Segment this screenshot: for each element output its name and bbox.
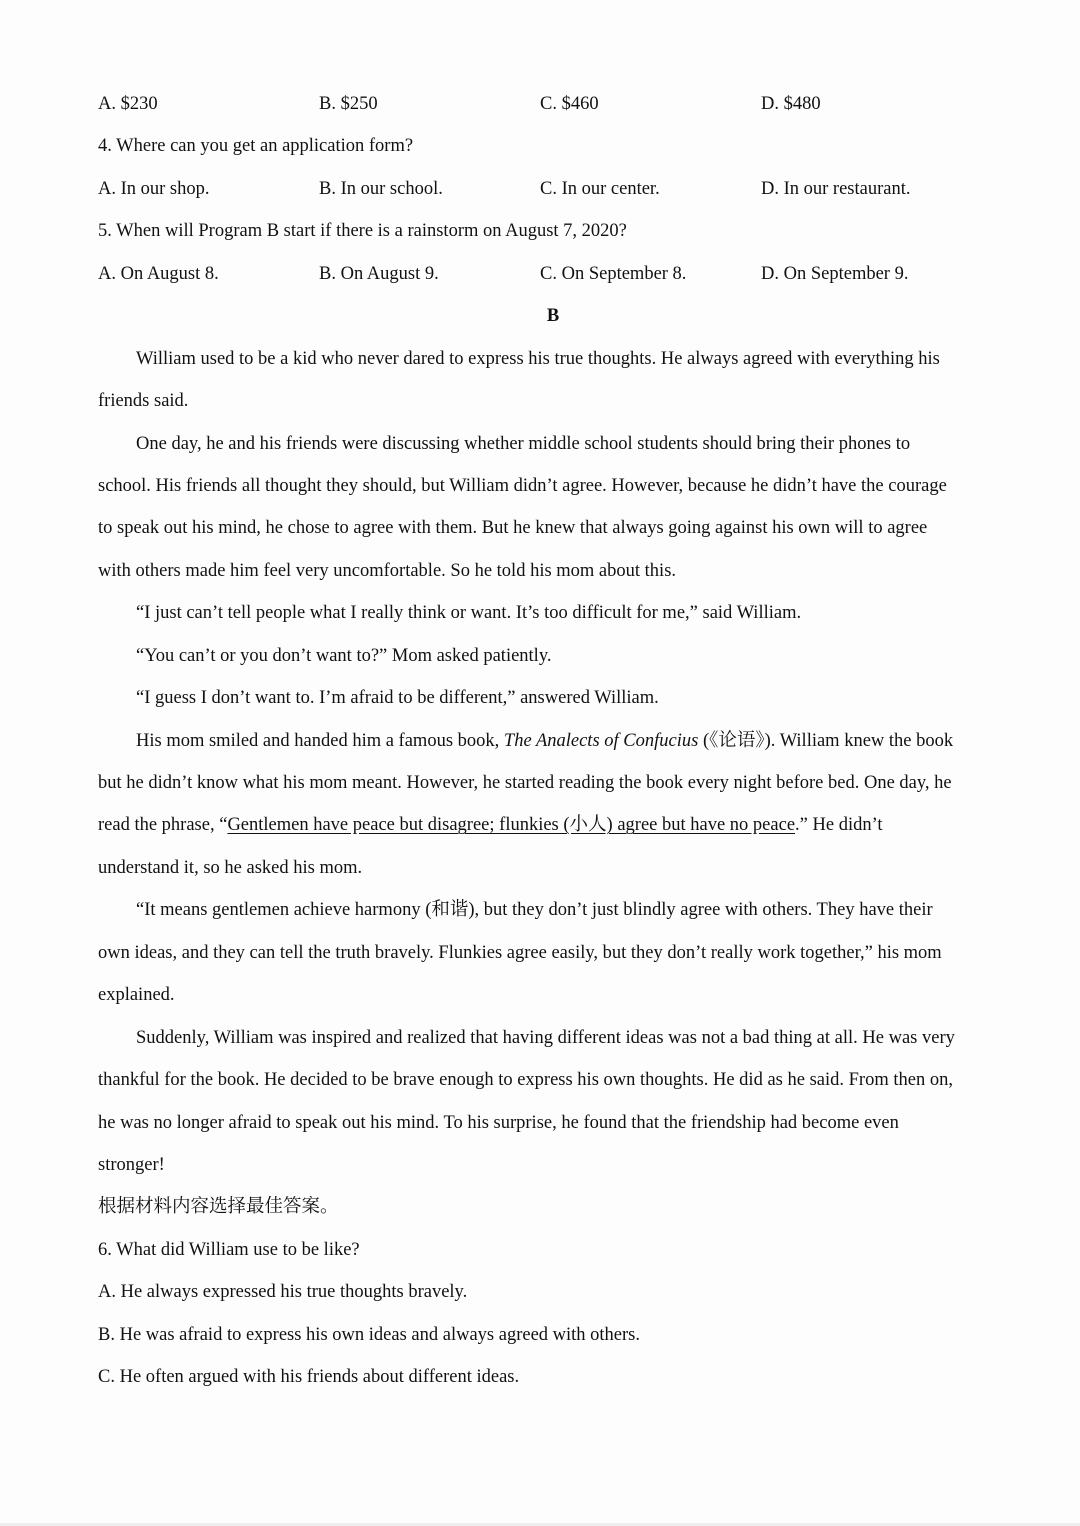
q5-option-c: C. On September 8. xyxy=(540,263,687,284)
q3-option-a: A. $230 xyxy=(98,94,158,114)
passage-line-phrase xyxy=(98,811,988,853)
q5-question: 5. When will Program B start if there is a rainstorm on August 7, 2020? xyxy=(98,221,627,242)
passage-line: school. His friends all thought they should, but William didn’t agree. However, because he didn’t have the courage xyxy=(98,475,947,496)
q6-option-a: A. He always expressed his true thoughts bravely. xyxy=(98,1282,468,1303)
phrase-before: read the phrase, “ xyxy=(98,815,228,836)
q4-options xyxy=(98,175,988,217)
q3-options xyxy=(98,90,988,132)
passage-line: friends said. xyxy=(98,391,189,412)
analects-after: (《论语》). William knew the book xyxy=(698,730,954,751)
q6-option-c: C. He often argued with his friends about different ideas. xyxy=(98,1367,520,1388)
instruction: 根据材料内容选择最佳答案。 xyxy=(98,1197,339,1218)
passage-line: thankful for the book. He decided to be brave enough to express his own thoughts. He did as he said. From then on, xyxy=(98,1070,953,1091)
q4-option-b: B. In our school. xyxy=(319,178,443,199)
q5-option-a: A. On August 8. xyxy=(98,263,219,284)
q4-option-c: C. In our center. xyxy=(540,178,660,199)
q5-option-b: B. On August 9. xyxy=(319,263,439,284)
section-b-title: B xyxy=(546,306,560,327)
passage-line: One day, he and his friends were discussing whether middle school students should bring their phones to xyxy=(136,433,911,454)
q4-option-d: D. In our restaurant. xyxy=(761,178,911,199)
passage-line: Suddenly, William was inspired and realized that having different ideas was not a bad thing at all. He was very xyxy=(136,1027,955,1048)
book-title: The Analects of Confucius xyxy=(503,730,699,751)
passage-line: explained. xyxy=(98,985,175,1006)
q5-options xyxy=(98,260,988,302)
q3-option-d: D. $480 xyxy=(761,94,821,114)
passage-line: but he didn’t know what his mom meant. However, he started reading the book every night before bed. One day, he xyxy=(98,773,952,793)
passage-line-analects xyxy=(98,727,988,769)
q4-option-a: A. In our shop. xyxy=(98,178,210,199)
analects-before: His mom smiled and handed him a famous book, xyxy=(136,730,504,751)
passage-line: he was no longer afraid to speak out his mind. To his surprise, he found that the friendship had become even xyxy=(98,1112,899,1133)
passage-line: to speak out his mind, he chose to agree with them. But he knew that always going against his own will to agree xyxy=(98,518,928,539)
q3-option-b: B. $250 xyxy=(319,94,378,114)
passage-line: own ideas, and they can tell the truth bravely. Flunkies agree easily, but they don’t really work together,” his mom xyxy=(98,942,942,963)
passage-line: understand it, so he asked his mom. xyxy=(98,857,363,878)
q3-option-c: C. $460 xyxy=(540,94,599,114)
q4-question: 4. Where can you get an application form? xyxy=(98,136,414,157)
q6-option-b: B. He was afraid to express his own ideas and always agreed with others. xyxy=(98,1324,641,1345)
passage-line: “It means gentlemen achieve harmony (和谐), but they don’t just blindly agree with others. They have their xyxy=(136,900,933,921)
passage-line: with others made him feel very uncomfortable. So he told his mom about this. xyxy=(98,560,677,581)
q6-question: 6. What did William use to be like? xyxy=(98,1239,360,1260)
phrase-after: .” He didn’t xyxy=(795,815,883,836)
underlined-phrase: Gentlemen have peace but disagree; flunkies (小人) agree but have no peace xyxy=(227,815,796,836)
q5-option-d: D. On September 9. xyxy=(761,263,909,284)
passage-line: stronger! xyxy=(98,1154,165,1175)
passage-line: “I just can’t tell people what I really think or want. It’s too difficult for me,” said William. xyxy=(136,603,802,624)
document-content xyxy=(98,90,988,1406)
passage-line: William used to be a kid who never dared to express his true thoughts. He always agreed with everything his xyxy=(136,348,940,369)
passage-line: “You can’t or you don’t want to?” Mom asked patiently. xyxy=(136,645,552,666)
passage-line: “I guess I don’t want to. I’m afraid to be different,” answered William. xyxy=(136,688,659,709)
